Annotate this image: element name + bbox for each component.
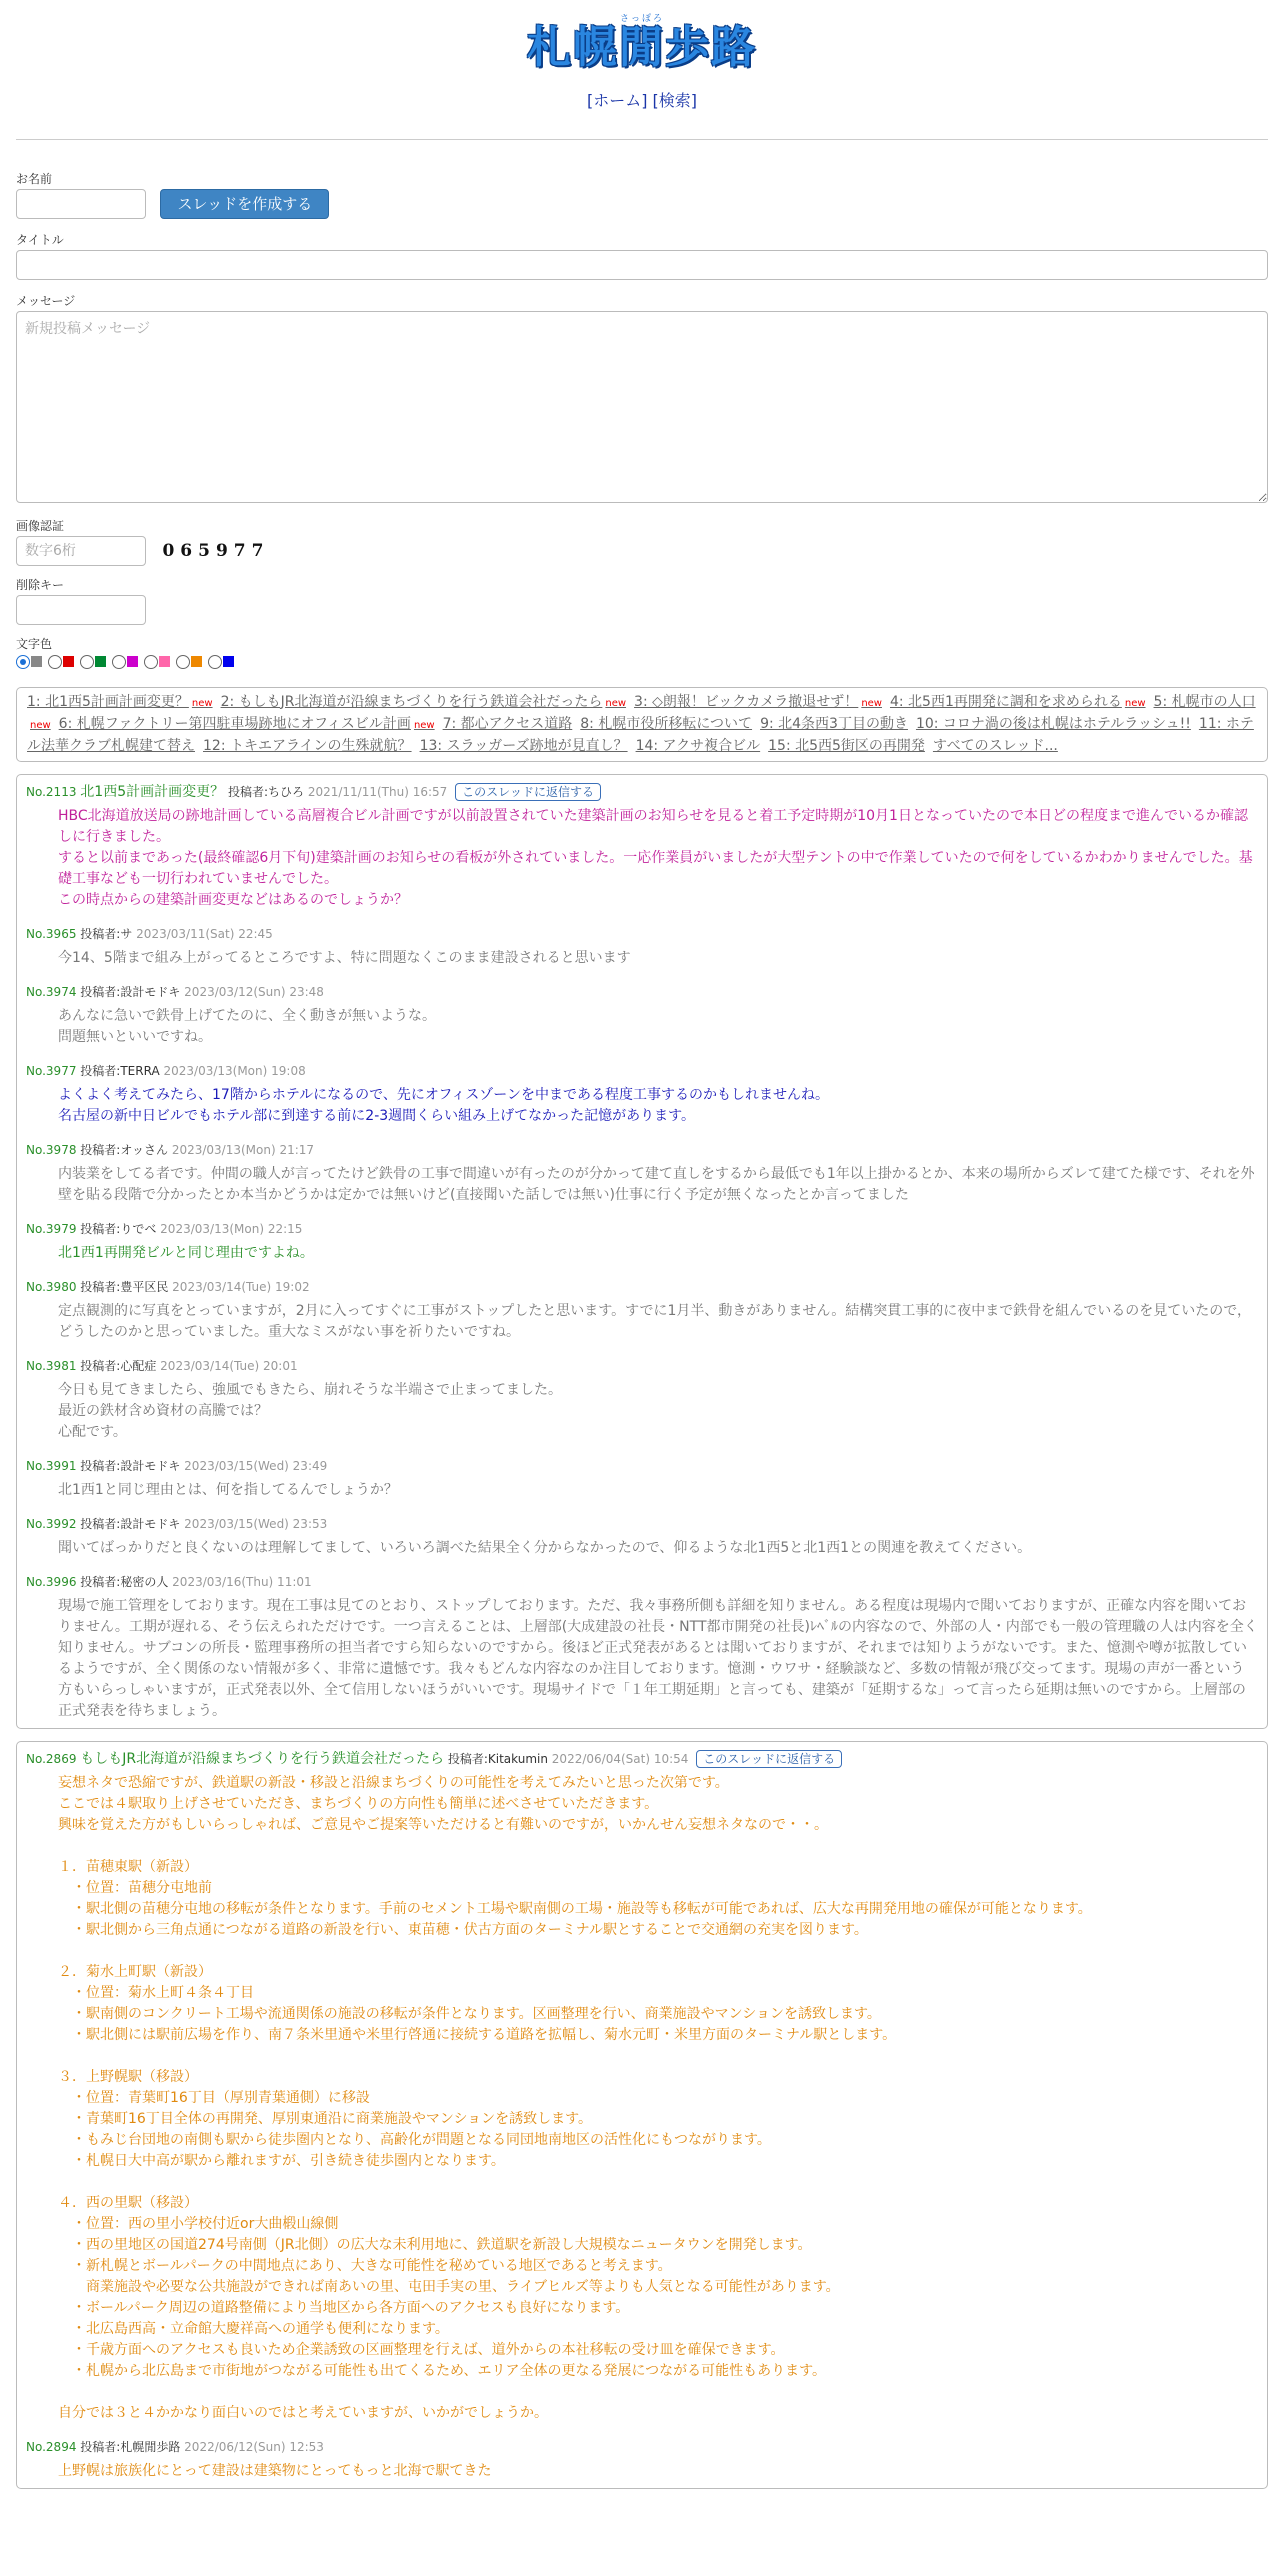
thread-index-link[interactable] xyxy=(203,738,412,754)
site-header xyxy=(16,0,1268,73)
new-badge: new xyxy=(413,719,435,731)
thread-title[interactable]: 北1西5計画計画変更？ xyxy=(80,783,225,800)
message-label: メッセージ xyxy=(16,294,76,308)
color-swatch xyxy=(127,656,138,667)
post-body: 現場で施工管理をしております。現在工事は見てのとおり、ストップしております。ただ、我々事務所側も詳細を知りません。ある程度は現場内で聞いておりますが、正確な内容を聞いておりません。工期が遅れる、そう伝えられただけです。一つ言えることは、上層部(大成建設の社長・NTT都市開発の社長)ﾚﾍﾞﾙの内容なので、外部の人・内部でも一般の管理職の人は内容を全く知りません。サブコンの所長・監理事務所の担当者ですら知らないのですから。後ほど正式発表があるとは聞いておりますが、それまでは知りようがないです。また、憶測や噂が拡散しているようですが、全く関係のない情報が多く、非常に遺憾です。我々もどんな内容なのか注目しております。憶測・ウワサ・経験談など、多数の情報が飛び交ってます。現場の声が一番という方もいらっしゃいますが，正式発表以外、全て信用しないほうがいいです。現場サイドで「１年工期延期」と言っても、建築が「延期するな」って言ったら延期は無いのですから。上層部の正式発表を待ちましょう。 xyxy=(58,1597,1258,1719)
thread-index-link[interactable] xyxy=(916,716,1191,732)
thread-post xyxy=(26,1750,1258,2424)
post-body: 北1西1と同じ理由とは、何を指してるんでしょうか？ xyxy=(58,1481,398,1498)
thread-box xyxy=(16,774,1268,1729)
post-number[interactable]: No.3980 xyxy=(26,1279,77,1294)
thread-index-label: 2: もしもJR北海道が沿線まちづくりを行う鉄道会社だったら xyxy=(220,693,603,710)
delete-key-label: 削除キー xyxy=(16,578,65,592)
post-header xyxy=(26,1457,1258,1475)
post-number[interactable]: No.2869 xyxy=(26,1751,77,1766)
thread-index-link[interactable] xyxy=(221,694,626,710)
color-radio[interactable] xyxy=(208,655,222,669)
post-number[interactable]: No.3981 xyxy=(26,1358,77,1373)
post-author: 投稿者:りでべ xyxy=(80,1221,157,1236)
post-author: 投稿者:設計モドキ xyxy=(80,1458,181,1473)
post-header xyxy=(26,983,1258,1001)
post-number[interactable]: No.2894 xyxy=(26,2439,77,2454)
post-author: 投稿者:Kitakumin xyxy=(447,1751,548,1766)
new-badge: new xyxy=(605,697,627,709)
color-swatch xyxy=(159,656,170,667)
thread-index-link[interactable] xyxy=(636,738,761,754)
reply-post xyxy=(26,1062,1258,1127)
title-input[interactable] xyxy=(16,250,1268,280)
reply-post xyxy=(26,1141,1258,1206)
post-number[interactable]: No.3978 xyxy=(26,1142,77,1157)
create-thread-button[interactable]: スレッドを作成する xyxy=(160,189,329,219)
post-header xyxy=(26,2438,1258,2456)
post-header xyxy=(26,1750,1258,1768)
color-radio[interactable] xyxy=(16,655,30,669)
thread-index-link[interactable] xyxy=(580,716,752,732)
reply-post xyxy=(26,1515,1258,1559)
thread-index-link[interactable] xyxy=(634,694,882,710)
color-radio[interactable] xyxy=(144,655,158,669)
nav-home-link[interactable]: [ホーム] xyxy=(586,91,648,110)
post-header xyxy=(26,783,1258,801)
post-date: 2023/03/11(Sat) 22:45 xyxy=(136,926,273,941)
post-header xyxy=(26,1220,1258,1238)
reply-to-thread-button[interactable]: このスレッドに返信する xyxy=(455,783,601,801)
thread-index-link[interactable] xyxy=(768,738,925,754)
thread-index-label: 5: 札幌市の人口 xyxy=(1153,693,1256,710)
thread-index-label: 14: アクサ複合ビル xyxy=(635,737,761,754)
post-date: 2023/03/12(Sun) 23:48 xyxy=(184,984,324,999)
color-label: 文字色 xyxy=(16,637,53,651)
post-author: 投稿者:札幌閒歩路 xyxy=(80,2439,181,2454)
new-badge: new xyxy=(30,719,51,731)
captcha-input[interactable] xyxy=(16,536,146,566)
delete-key-input[interactable] xyxy=(16,595,146,625)
thread-index-label: 1: 北1西5計画計画変更？ xyxy=(27,693,189,710)
message-textarea[interactable] xyxy=(16,311,1268,503)
reply-post xyxy=(26,2438,1258,2482)
captcha-image: 065977 xyxy=(162,541,270,561)
thread-index-label: 10: コロナ渦の後は札幌はホテルラッシュ!! xyxy=(915,715,1191,732)
post-date: 2023/03/13(Mon) 21:17 xyxy=(171,1142,315,1157)
post-body: 今14、5階まで組み上がってるところですよ、特に問題なくこのまま建設されると思います xyxy=(58,949,631,966)
thread-index-link[interactable] xyxy=(420,738,628,754)
color-radio[interactable] xyxy=(176,655,190,669)
thread-index-link[interactable] xyxy=(760,716,908,732)
post-author: 投稿者:ちひろ xyxy=(227,784,304,799)
reply-post xyxy=(26,925,1258,969)
post-date: 2023/03/16(Thu) 11:01 xyxy=(172,1574,312,1589)
post-date: 2022/06/12(Sun) 12:53 xyxy=(184,2439,324,2454)
post-body: 内装業をしてる者です。仲間の職人が言ってたけど鉄骨の工事で間違いが有ったのが分かって建て直しをするから最低でも1年以上掛かるとか、本来の場所からズレて建てた様です、それを外壁を貼る段階で分かったとか本当かどうかは定かでは無いけど(直接聞いた話しでは無い)仕事に行く予定が無くなったとか言ってました xyxy=(58,1165,1255,1203)
post-body: 定点観測的に写真をとっていますが，2月に入ってすぐに工事がストップしたと思います。すでに1月半、動きがありません。結構突貫工事的に夜中まで鉄骨を組んでいるのを見ていたので，どうしたのかと思っていました。重大なミスがない事を祈りたいですね。 xyxy=(58,1302,1251,1340)
new-thread-form xyxy=(16,170,1268,669)
thread-index-label: 12: トキエアラインの生殊就航？ xyxy=(203,737,412,754)
logo-ruby: さっぽろ xyxy=(619,14,664,24)
thread-index-label: 15: 北5西5街区の再開発 xyxy=(768,737,925,754)
post-number[interactable]: No.3977 xyxy=(26,1063,77,1078)
thread-index-link[interactable] xyxy=(890,694,1146,710)
reply-post xyxy=(26,1220,1258,1264)
thread-index-label: 11: ホテル法華クラブ札幌建て替え xyxy=(27,715,1254,754)
post-number[interactable]: No.3992 xyxy=(26,1516,77,1531)
post-header xyxy=(26,1062,1258,1080)
new-badge: new xyxy=(861,697,882,709)
post-author: 投稿者:秘密の人 xyxy=(80,1574,169,1589)
thread-index xyxy=(16,687,1268,762)
post-author: 投稿者:豊平区民 xyxy=(80,1279,169,1294)
thread-title[interactable]: もしもJR北海道が沿線まちづくりを行う鉄道会社だったら xyxy=(80,1750,445,1767)
thread-index-label: 8: 札幌市役所移転について xyxy=(580,715,753,732)
nav-search-link[interactable]: [検索] xyxy=(652,91,698,110)
post-body: 上野幌は旅族化にとって建設は建築物にとってもっと北海で駅てきた xyxy=(58,2462,492,2479)
reply-post xyxy=(26,1457,1258,1501)
post-header xyxy=(26,1357,1258,1375)
post-body: 今日も見てきましたら、強風でもきたら、崩れそうな半端さで止まってました。 最近の鉄材含め資材の高騰では？ 心配です。 xyxy=(58,1381,562,1440)
thread-index-label: 4: 北5西1再開発に調和を求められる xyxy=(889,693,1122,710)
post-header xyxy=(26,1141,1258,1159)
color-swatch xyxy=(63,656,74,667)
color-swatch xyxy=(31,656,42,667)
post-date: 2023/03/13(Mon) 19:08 xyxy=(163,1063,306,1078)
reply-post xyxy=(26,1573,1258,1722)
thread-index-label: すべてのスレッド... xyxy=(932,737,1058,754)
divider xyxy=(16,139,1268,140)
color-swatch xyxy=(191,656,202,667)
color-swatch xyxy=(223,656,234,667)
thread-index-link[interactable] xyxy=(27,694,213,710)
post-date: 2023/03/14(Tue) 19:02 xyxy=(172,1279,310,1294)
post-number[interactable]: No.3979 xyxy=(26,1221,77,1236)
name-label: お名前 xyxy=(16,172,53,186)
post-date: 2021/11/11(Thu) 16:57 xyxy=(307,784,448,799)
post-date: 2023/03/15(Wed) 23:49 xyxy=(184,1458,328,1473)
thread-index-label: 9: 北4条西3丁目の動き xyxy=(760,715,908,732)
post-number[interactable]: No.3996 xyxy=(26,1574,77,1589)
post-date: 2023/03/15(Wed) 23:53 xyxy=(184,1516,328,1531)
color-radio[interactable] xyxy=(80,655,94,669)
post-body: HBC北海道放送局の跡地計画している高層複合ビル計画ですが以前設置されていた建築計画のお知らせを見ると着工予定時期が10月1日となっていたので本日どの程度まで進んでいるか確認しに行きました。 すると以前まであった(最終確認6月下旬)建築計画のお知らせの看板が外されていました。一応作業員がいましたが大型テントの中で作業していたので何をしているかわかりませんでした。基礎工事なども一切行われていませんでした。 この時点からの建築計画変更などはあるのでしょうか？ xyxy=(58,807,1253,908)
color-radio[interactable] xyxy=(48,655,62,669)
thread-index-link[interactable] xyxy=(933,738,1058,754)
name-input[interactable] xyxy=(16,189,146,219)
thread-index-label: 3: ◇朗報！ビックカメラ撤退せず！ xyxy=(634,693,859,710)
thread-index-label: 13: スラッガーズ跡地が見直し？ xyxy=(419,737,628,754)
reply-post xyxy=(26,1278,1258,1343)
post-number[interactable]: No.3991 xyxy=(26,1458,77,1473)
post-author: 投稿者:設計モドキ xyxy=(80,1516,181,1531)
new-badge: new xyxy=(1124,697,1146,709)
thread-index-link[interactable] xyxy=(443,716,573,732)
post-date: 2023/03/13(Mon) 22:15 xyxy=(160,1221,303,1236)
post-body: あんなに急いで鉄骨上げてたのに、全く動きが無いような。 問題無いといいですね。 xyxy=(58,1007,436,1045)
post-date: 2023/03/14(Tue) 20:01 xyxy=(160,1358,298,1373)
post-author: 投稿者:心配症 xyxy=(80,1358,157,1373)
post-body: よくよく考えてみたら、17階からホテルになるので、先にオフィスゾーンを中まである程度工事するのかもしれませんね。 名古屋の新中日ビルでもホテル部に到達する前に2-3週間くらい組み上げてなかった記憶があります。 xyxy=(58,1086,830,1124)
title-label: タイトル xyxy=(16,233,64,247)
thread-index-label: 6: 札幌ファクトリー第四駐車場跡地にオフィスビル計画 xyxy=(58,715,411,732)
post-header xyxy=(26,925,1258,943)
top-nav xyxy=(16,88,1268,111)
color-swatch xyxy=(95,656,106,667)
post-number[interactable]: No.3965 xyxy=(26,926,77,941)
thread-index-link[interactable] xyxy=(59,716,435,732)
reply-to-thread-button[interactable]: このスレッドに返信する xyxy=(696,1750,842,1768)
post-body: 聞いてばっかりだと良くないのは理解してまして、いろいろ調べた結果全く分からなかったので、仰るような北1西5と北1西1との関連を教えてください。 xyxy=(58,1539,1032,1556)
post-date: 2022/06/04(Sat) 10:54 xyxy=(551,1751,689,1766)
post-number[interactable]: No.3974 xyxy=(26,984,77,999)
post-body: 妄想ネタで恐縮ですが、鉄道駅の新設・移設と沿線まちづくりの可能性を考えてみたいと思った次第です。 ここでは４駅取り上げさせていただき、まちづくりの方向性も簡単に述べさせていただきます。 興味を覚えた方がもしいらっしゃれば、ご意見やご提案等いただけると有難いのですが，いかんせん妄想ネタなので・・。 １．苗穂東駅（新設） ・位置：苗穂分屯地前 ・駅北側の苗穂分屯地の移転が条件となります。手前のセメント工場や駅南側の工場・施設等も移転が可能であれば、広大な再開発用地の確保が可能となります。 ・駅北側から三角点通につながる道路の新設を行い、東苗穂・伏古方面のターミナル駅とすることで交通網の充実を図ります。 ２．菊水上町駅（新設） ・位置：菊水上町４条４丁目 ・駅南側のコンクリート工場や流通関係の施設の移転が条件となります。区画整理を行い、商業施設やマンションを誘致します。 ・駅北側には駅前広場を作り、南７条米里通や米里行啓通に接続する道路を拡幅し、菊水元町・米里方面のターミナル駅とします。 ３．上野幌駅（移設） ・位置：青葉町16丁目（厚別青葉通側）に移設 ・青葉町16丁目全体の再開発、厚別東通沿に商業施設やマンションを誘致します。 ・もみじ台団地の南側も駅から徒歩圏内となり、高齢化が問題となる同団地南地区の活性化にもつながります。 ・札幌日大中高が駅から離れますが、引き続き徒歩圏内となります。 ４．西の里駅（移設） ・位置：西の里小学校付近or大曲椴山線側 ・西の里地区の国道274号南側（JR北側）の広大な未利用地に、鉄道駅を新設し大規模なニュータウンを開発します。 ・新札幌とボールパークの中間地点にあり、大きな可能性を秘めている地区であると考えます。 商業施設や必要な公共施設ができれば南あいの里、屯田手実の里、ライブヒルズ等よりも人気となる可能性があります。 ・ボールパーク周辺の道路整備により当地区から各方面へのアクセスも良好になります。 ・北広島西高・立命館大慶祥高への通学も便利になります。 ・千歳方面へのアクセスも良いため企業誘致の区画整理を行えば、道外からの本社移転の受け皿を確保できます。 ・札幌から北広島まで市街地がつながる可能性も出てくるため、エリア全体の更なる発展につながる可能性もあります。 自分では３と４かかなり面白いのではと考えていますが、いかがでしょうか。 xyxy=(58,1774,1092,2421)
post-body: 北1西1再開発ビルと同じ理由ですよね。 xyxy=(58,1244,314,1261)
post-author: 投稿者:設計モドキ xyxy=(80,984,181,999)
color-radio[interactable] xyxy=(112,655,126,669)
new-badge: new xyxy=(191,697,213,709)
site-logo[interactable]: 札幌閒歩路 xyxy=(527,22,757,73)
post-header xyxy=(26,1573,1258,1591)
post-author: 投稿者:オッさん xyxy=(80,1142,168,1157)
post-number[interactable]: No.2113 xyxy=(26,784,77,799)
reply-post xyxy=(26,983,1258,1048)
reply-post xyxy=(26,1357,1258,1443)
threads xyxy=(16,774,1268,2489)
post-header xyxy=(26,1515,1258,1533)
post-author: 投稿者:TERRA xyxy=(80,1063,160,1078)
color-options xyxy=(16,654,1268,669)
thread-box xyxy=(16,1741,1268,2489)
thread-index-label: 7: 都心アクセス道路 xyxy=(442,715,573,732)
captcha-label: 画像認証 xyxy=(16,519,65,533)
post-author: 投稿者:サ xyxy=(80,926,133,941)
post-header xyxy=(26,1278,1258,1296)
thread-post xyxy=(26,783,1258,911)
